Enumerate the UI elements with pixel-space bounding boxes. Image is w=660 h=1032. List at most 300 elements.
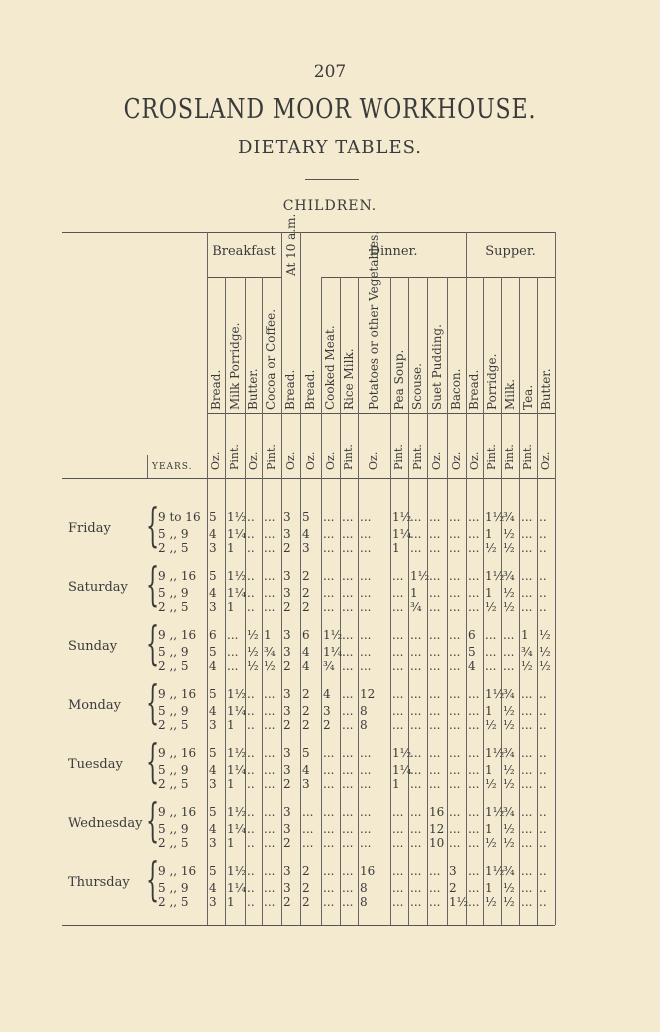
table-cell: 5 [209, 645, 217, 659]
column-rule [340, 277, 341, 925]
table-cell: ... [449, 586, 461, 600]
table-cell: ... [521, 763, 533, 777]
column-unit: Pint. [503, 444, 516, 470]
breakfast-group-rule [207, 277, 281, 278]
table-cell: ... [410, 864, 422, 878]
table-cell: ... [323, 763, 335, 777]
row-brace: { [146, 675, 160, 729]
table-cell: ... [521, 718, 533, 732]
table-cell: ... [449, 541, 461, 555]
table-cell: 2 [283, 777, 291, 791]
table-cell: ... [449, 600, 461, 614]
day-name: Sunday [68, 639, 118, 654]
table-cell: .. [247, 777, 255, 791]
day-name: Thursday [68, 875, 130, 890]
table-cell: ... [392, 805, 404, 819]
page-number: 207 [313, 62, 347, 82]
column-rule [537, 277, 538, 925]
table-cell: ... [360, 586, 372, 600]
table-cell: 6 [302, 628, 310, 642]
table-cell: ... [468, 510, 480, 524]
column-label: Pea Soup. [391, 349, 406, 410]
table-cell: 4 [209, 704, 217, 718]
dinner-header: Dinner. [369, 244, 418, 259]
table-cell: ... [342, 881, 354, 895]
table-cell: ... [323, 881, 335, 895]
table-cell: ... [429, 659, 441, 673]
table-cell: ... [468, 763, 480, 777]
table-cell: ... [264, 569, 276, 583]
table-cell: ... [410, 895, 422, 909]
table-cell: 5 [209, 805, 217, 819]
table-cell: ... [410, 881, 422, 895]
table-cell: ... [503, 659, 515, 673]
table-cell: ... [392, 864, 404, 878]
table-cell: 1 [264, 628, 272, 642]
table-cell: 5 [468, 645, 476, 659]
table-cell: 5 [302, 510, 310, 524]
table-cell: 2 [302, 864, 310, 878]
table-cell: ... [342, 777, 354, 791]
table-cell: ... [360, 763, 372, 777]
table-cell: ¾ [323, 659, 335, 673]
table-cell: 2 [323, 718, 331, 732]
table-cell: ... [342, 510, 354, 524]
table-cell: .. [247, 746, 255, 760]
table-cell: ... [392, 586, 404, 600]
column-rule [390, 277, 391, 925]
table-cell: ... [468, 881, 480, 895]
table-cell: ... [264, 510, 276, 524]
table-cell: ½ [521, 659, 533, 673]
table-cell: ¾ [264, 645, 276, 659]
table-cell: ... [468, 704, 480, 718]
table-cell: .. [539, 805, 547, 819]
table-cell: ... [468, 541, 480, 555]
table-cell: 1¼ [227, 881, 247, 895]
column-label: Bread. [303, 369, 317, 410]
table-cell: ... [342, 628, 354, 642]
table-cell: ... [521, 541, 533, 555]
table-cell: ... [429, 881, 441, 895]
column-label: Bread. [208, 369, 223, 410]
age-range: 9 ,, 16 [158, 628, 197, 642]
table-cell: ½ [247, 628, 259, 642]
table-cell: ½ [503, 777, 515, 791]
table-cell: ... [449, 746, 461, 760]
table-cell: ... [264, 541, 276, 555]
table-cell: ... [410, 763, 422, 777]
column-rule [358, 277, 359, 925]
table-cell: ½ [485, 836, 497, 850]
table-cell: .. [539, 569, 547, 583]
table-cell: ... [360, 777, 372, 791]
table-cell: 3 [449, 864, 457, 878]
table-cell: ... [468, 586, 480, 600]
table-cell: 1 [485, 704, 493, 718]
table-cell: 1 [485, 763, 493, 777]
table-cell: 4 [209, 527, 217, 541]
table-cell: 1 [227, 777, 235, 791]
table-cell: .. [539, 600, 547, 614]
table-cell: 2 [302, 569, 310, 583]
table-cell: 5 [209, 569, 217, 583]
table-cell: .. [247, 569, 255, 583]
table-cell: 4 [302, 645, 310, 659]
table-cell: 1 [227, 895, 235, 909]
table-cell: ... [392, 836, 404, 850]
table-cell: ... [323, 586, 335, 600]
table-cell: 2 [283, 600, 291, 614]
age-range: 9 ,, 16 [158, 687, 197, 701]
table-cell: 3 [283, 569, 291, 583]
table-cell: 3 [209, 600, 217, 614]
table-cell: 8 [360, 881, 368, 895]
table-cell: ... [410, 541, 422, 555]
table-cell: .. [247, 864, 255, 878]
table-cell: ... [323, 836, 335, 850]
table-cell: ... [264, 777, 276, 791]
table-cell: ¾ [503, 805, 515, 819]
column-rule [408, 277, 409, 925]
column-rule [427, 277, 428, 925]
column-label: Bread. [283, 369, 297, 410]
age-range: 2 ,, 5 [158, 718, 189, 732]
table-cell: ... [449, 569, 461, 583]
table-cell: ... [360, 569, 372, 583]
table-cell: 2 [283, 659, 291, 673]
table-cell: 4 [209, 586, 217, 600]
table-cell: .. [539, 864, 547, 878]
table-cell: 4 [323, 687, 331, 701]
table-cell: 1½ [227, 687, 247, 701]
table-cell: ... [429, 763, 441, 777]
table-cell: ... [342, 704, 354, 718]
table-cell: ½ [503, 718, 515, 732]
table-cell: 4 [302, 659, 310, 673]
table-cell: .. [539, 763, 547, 777]
table-cell: ... [410, 805, 422, 819]
table-cell: ... [429, 628, 441, 642]
table-cell: ... [429, 600, 441, 614]
table-cell: .. [247, 510, 255, 524]
table-cell: 5 [209, 687, 217, 701]
table-cell: ... [302, 805, 314, 819]
row-brace: { [146, 616, 160, 670]
table-cell: ... [468, 527, 480, 541]
table-cell: ... [410, 645, 422, 659]
table-cell: 1½ [323, 628, 343, 642]
table-cell: 1 [392, 541, 400, 555]
table-cell: 2 [302, 600, 310, 614]
table-cell: ... [227, 645, 239, 659]
table-cell: 1½ [485, 687, 505, 701]
table-cell: 2 [302, 687, 310, 701]
table-cell: ... [468, 746, 480, 760]
column-unit: Pint. [342, 444, 355, 470]
table-cell: ... [323, 600, 335, 614]
table-cell: ... [264, 746, 276, 760]
table-cell: 1¼ [227, 704, 247, 718]
table-cell: .. [247, 527, 255, 541]
table-cell: ½ [264, 659, 276, 673]
table-cell: .. [539, 704, 547, 718]
column-unit: Pint. [228, 444, 241, 470]
column-unit: Pint. [410, 444, 424, 470]
table-cell: 1½ [485, 746, 505, 760]
table-cell: ... [342, 527, 354, 541]
table-cell: ½ [539, 645, 551, 659]
table-cell: ... [264, 763, 276, 777]
column-unit: Oz. [283, 451, 297, 470]
table-cell: ... [342, 718, 354, 732]
table-cell: ... [342, 822, 354, 836]
table-cell: ½ [485, 895, 497, 909]
table-cell: ... [485, 659, 497, 673]
table-cell: ... [342, 836, 354, 850]
table-cell: .. [247, 805, 255, 819]
table-cell: ... [429, 746, 441, 760]
table-cell: .. [539, 510, 547, 524]
table-cell: 1¼ [392, 527, 412, 541]
table-cell: ½ [503, 527, 515, 541]
table-cell: ... [410, 718, 422, 732]
table-cell: 1¼ [323, 645, 343, 659]
table-cell: ... [521, 864, 533, 878]
table-cell: .. [539, 895, 547, 909]
day-name: Saturday [68, 580, 128, 595]
table-cell: 1½ [392, 510, 412, 524]
table-cell: ... [360, 822, 372, 836]
table-cell: 1¼ [227, 586, 247, 600]
table-cell: ... [449, 510, 461, 524]
table-cell: 1 [485, 586, 493, 600]
table-cell: ... [429, 895, 441, 909]
table-cell: ... [468, 718, 480, 732]
column-label: Cocoa or Coffee. [264, 308, 278, 410]
table-cell: 1½ [485, 510, 505, 524]
table-cell: 5 [209, 864, 217, 878]
column-label: Potatoes or other Vegetables. [366, 230, 381, 410]
table-cell: .. [247, 687, 255, 701]
table-cell: 3 [302, 777, 310, 791]
table-cell: 4 [209, 763, 217, 777]
table-cell: ... [468, 687, 480, 701]
table-cell: ... [521, 822, 533, 836]
table-cell: ... [521, 881, 533, 895]
table-cell: 5 [209, 746, 217, 760]
table-cell: 6 [209, 628, 217, 642]
table-cell: ... [468, 822, 480, 836]
table-cell: ... [360, 645, 372, 659]
table-cell: ... [323, 864, 335, 878]
table-cell: ... [521, 687, 533, 701]
table-cell: ... [521, 586, 533, 600]
table-cell: ... [449, 704, 461, 718]
table-cell: 2 [302, 718, 310, 732]
table-cell: ½ [503, 895, 515, 909]
column-label: Bread. [467, 369, 481, 410]
table-cell: 1½ [392, 746, 412, 760]
age-range: 2 ,, 5 [158, 659, 189, 673]
column-unit: Oz. [367, 451, 380, 470]
column-rule [262, 277, 263, 925]
table-cell: 2 [302, 704, 310, 718]
table-cell: ... [429, 718, 441, 732]
table-cell: ... [360, 527, 372, 541]
age-range: 5 ,, 9 [158, 527, 189, 541]
table-cell: .. [247, 586, 255, 600]
column-rule [225, 277, 226, 925]
table-cell: ... [392, 704, 404, 718]
table-cell: 16 [360, 864, 376, 878]
table-cell: .. [247, 718, 255, 732]
table-cell: .. [539, 687, 547, 701]
table-cell: ½ [503, 881, 515, 895]
table-cell: ¾ [503, 864, 515, 878]
table-cell: ¾ [503, 687, 515, 701]
age-range: 5 ,, 9 [158, 763, 189, 777]
table-cell: 3 [283, 746, 291, 760]
table-cell: ½ [485, 600, 497, 614]
row-brace: { [146, 734, 160, 788]
table-cell: ... [521, 777, 533, 791]
table-cell: ... [342, 600, 354, 614]
table-cell: ... [429, 704, 441, 718]
table-cell: ½ [485, 718, 497, 732]
table-cell: 1½ [449, 895, 469, 909]
table-cell: 1¼ [227, 763, 247, 777]
table-cell: ... [323, 746, 335, 760]
table-cell: 8 [360, 704, 368, 718]
section-title: CHILDREN. [282, 198, 378, 214]
table-cell: ... [392, 600, 404, 614]
table-cell: .. [247, 895, 255, 909]
column-rule [483, 277, 484, 925]
page-title: CROSLAND MOOR WORKHOUSE. [123, 94, 537, 125]
age-range: 2 ,, 5 [158, 777, 189, 791]
table-cell: .. [247, 836, 255, 850]
column-unit: Oz. [209, 451, 222, 470]
column-label: Bacon. [449, 368, 463, 410]
table-cell: ... [503, 628, 515, 642]
table-cell: .. [539, 586, 547, 600]
table-cell: ... [449, 645, 461, 659]
table-cell: .. [539, 718, 547, 732]
table-cell: ... [323, 541, 335, 555]
table-cell: 3 [209, 718, 217, 732]
column-unit: Pint. [521, 444, 534, 470]
table-cell: ... [410, 746, 422, 760]
table-cell: ... [468, 836, 480, 850]
column-rule [555, 232, 556, 925]
table-cell: ... [264, 586, 276, 600]
table-cell: .. [539, 777, 547, 791]
table-cell: ½ [539, 659, 551, 673]
table-cell: 1½ [485, 805, 505, 819]
table-cell: 1 [521, 628, 529, 642]
table-cell: ... [410, 704, 422, 718]
column-unit: Oz. [467, 451, 481, 470]
table-cell: ... [264, 704, 276, 718]
age-range: 9 ,, 16 [158, 746, 197, 760]
table-cell: 1 [227, 836, 235, 850]
table-cell: ... [264, 527, 276, 541]
column-unit: Oz. [430, 451, 443, 470]
table-cell: ... [360, 836, 372, 850]
age-range: 5 ,, 9 [158, 881, 189, 895]
table-cell: .. [247, 541, 255, 555]
table-cell: ½ [503, 836, 515, 850]
row-brace: { [146, 793, 160, 847]
table-cell: ... [342, 659, 354, 673]
table-cell: 1 [227, 718, 235, 732]
table-cell: ... [449, 687, 461, 701]
table-cell: ... [392, 718, 404, 732]
table-cell: ... [392, 645, 404, 659]
table-cell: ... [429, 687, 441, 701]
table-cell: ... [360, 541, 372, 555]
day-name: Wednesday [68, 816, 143, 831]
table-cell: ½ [485, 777, 497, 791]
table-cell: ½ [503, 763, 515, 777]
table-cell: ... [521, 510, 533, 524]
table-cell: ... [392, 895, 404, 909]
table-cell: ... [468, 805, 480, 819]
column-unit: Pint. [392, 444, 405, 470]
table-cell: 3 [209, 895, 217, 909]
table-cell: 4 [209, 822, 217, 836]
column-label: Milk Porridge. [227, 322, 242, 410]
table-cell: 1½ [227, 746, 247, 760]
table-cell: ... [449, 763, 461, 777]
years-rule [147, 455, 148, 478]
table-cell: ... [521, 600, 533, 614]
table-cell: ... [392, 569, 404, 583]
table-cell: 5 [209, 510, 217, 524]
table-cell: ... [392, 628, 404, 642]
table-cell: ... [485, 628, 497, 642]
table-cell: ... [449, 718, 461, 732]
column-rule [281, 232, 282, 925]
table-cell: ... [468, 777, 480, 791]
column-rule [300, 232, 301, 925]
table-cell: 1½ [485, 569, 505, 583]
table-cell: ... [342, 541, 354, 555]
table-cell: ... [521, 836, 533, 850]
column-unit: Oz. [246, 451, 260, 470]
table-cell: 12 [429, 822, 445, 836]
table-cell: .. [539, 746, 547, 760]
table-cell: 1 [227, 541, 235, 555]
table-cell: ... [449, 527, 461, 541]
table-cell: 4 [468, 659, 476, 673]
table-cell: .. [247, 822, 255, 836]
table-cell: ½ [247, 645, 259, 659]
table-cell: ½ [539, 628, 551, 642]
supper-group-rule [466, 277, 555, 278]
table-cell: 4 [302, 763, 310, 777]
age-range: 5 ,, 9 [158, 704, 189, 718]
age-range: 5 ,, 9 [158, 645, 189, 659]
row-brace: { [146, 557, 160, 611]
table-cell: ... [360, 746, 372, 760]
table-cell: 5 [302, 746, 310, 760]
table-cell: ... [392, 822, 404, 836]
table-cell: ... [449, 659, 461, 673]
table-cell: ... [227, 659, 239, 673]
age-range: 2 ,, 5 [158, 895, 189, 909]
